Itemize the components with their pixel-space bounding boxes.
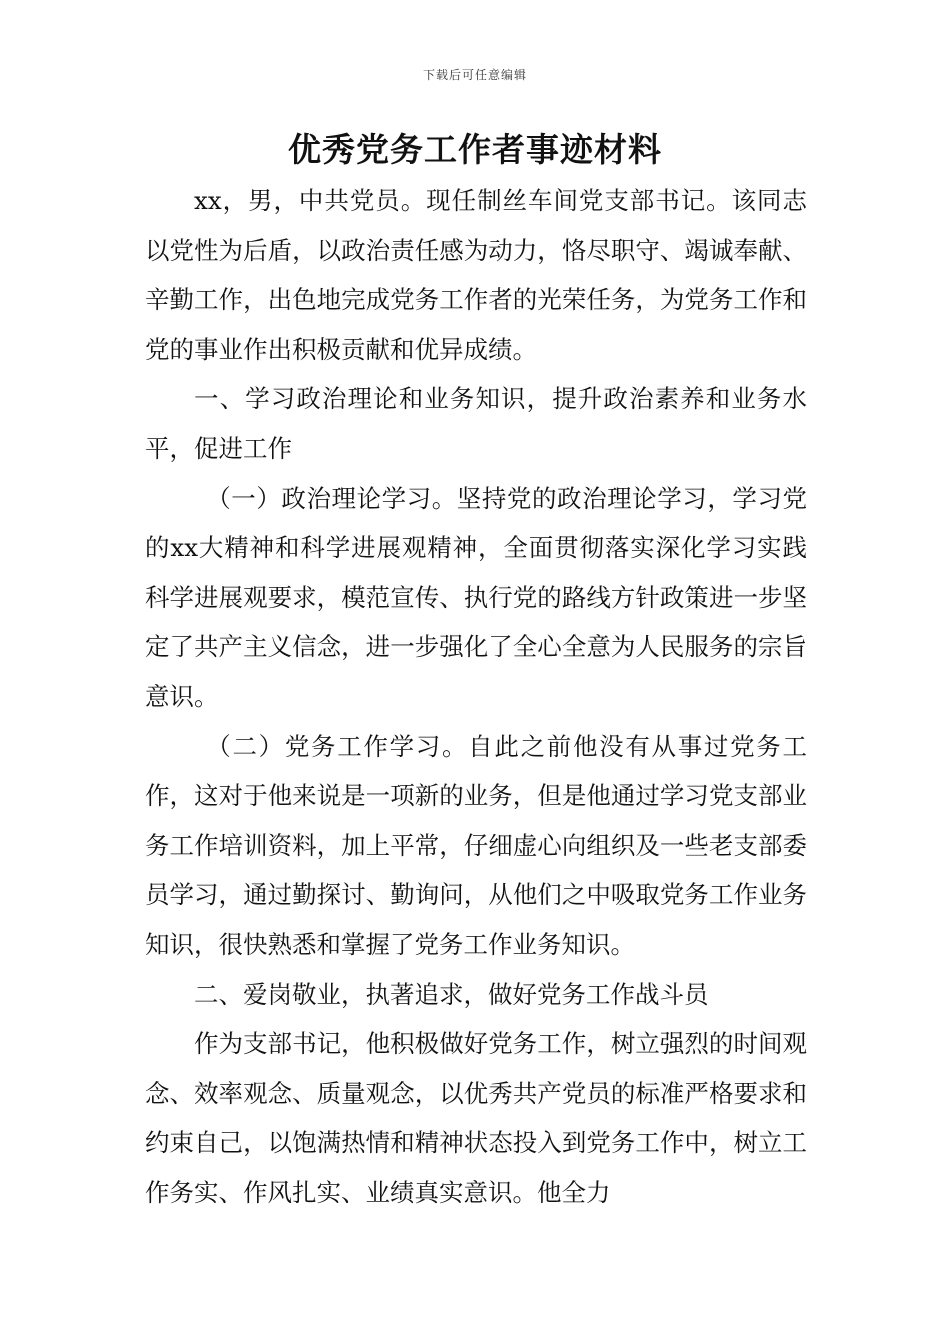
subsection-1: （一）政治理论学习。坚持党的政治理论学习，学习党的xx大精神和科学进展观精神，全面贯彻落实深化学习实践科学进展观要求，模范宣传、执行党的路线方针政策进一步坚定了共产主义信念，进一步强化了全心全意为人民服务的宗旨意识。 xyxy=(145,483,807,711)
header-note: 下载后可任意编辑 xyxy=(422,68,527,82)
section-heading-1: 一、学习政治理论和业务知识，提升政治素养和业务水平，促进工作 xyxy=(145,384,807,463)
paragraph-section-2: 作为支部书记，他积极做好党务工作，树立强烈的时间观念、效率观念、质量观念，以优秀共产党员的标准严格要求和约束自己，以饱满热情和精神状态投入到党务工作中，树立工作务实、作风扎实、业绩真实意识。他全力 xyxy=(145,1029,807,1207)
subsection-2: （二）党务工作学习。自此之前他没有从事过党务工作，这对于他来说是一项新的业务，但是他通过学习党支部业务工作培训资料，加上平常，仔细虚心向组织及一些老支部委员学习，通过勤探讨、勤询问，从他们之中吸取党务工作业务知识，很快熟悉和掌握了党务工作业务知识。 xyxy=(145,731,807,959)
document-body xyxy=(145,176,807,1217)
document-title: 优秀党务工作者事迹材料 xyxy=(288,130,662,169)
paragraph-intro: xx，男，中共党员。现任制丝车间党支部书记。该同志以党性为后盾，以政治责任感为动力，恪尽职守、竭诚奉献、辛勤工作，出色地完成党务工作者的光荣任务，为党务工作和党的事业作出积极贡献和优异成绩。 xyxy=(145,186,807,364)
section-heading-2: 二、爱岗敬业，执著追求，做好党务工作战斗员 xyxy=(194,979,709,1009)
